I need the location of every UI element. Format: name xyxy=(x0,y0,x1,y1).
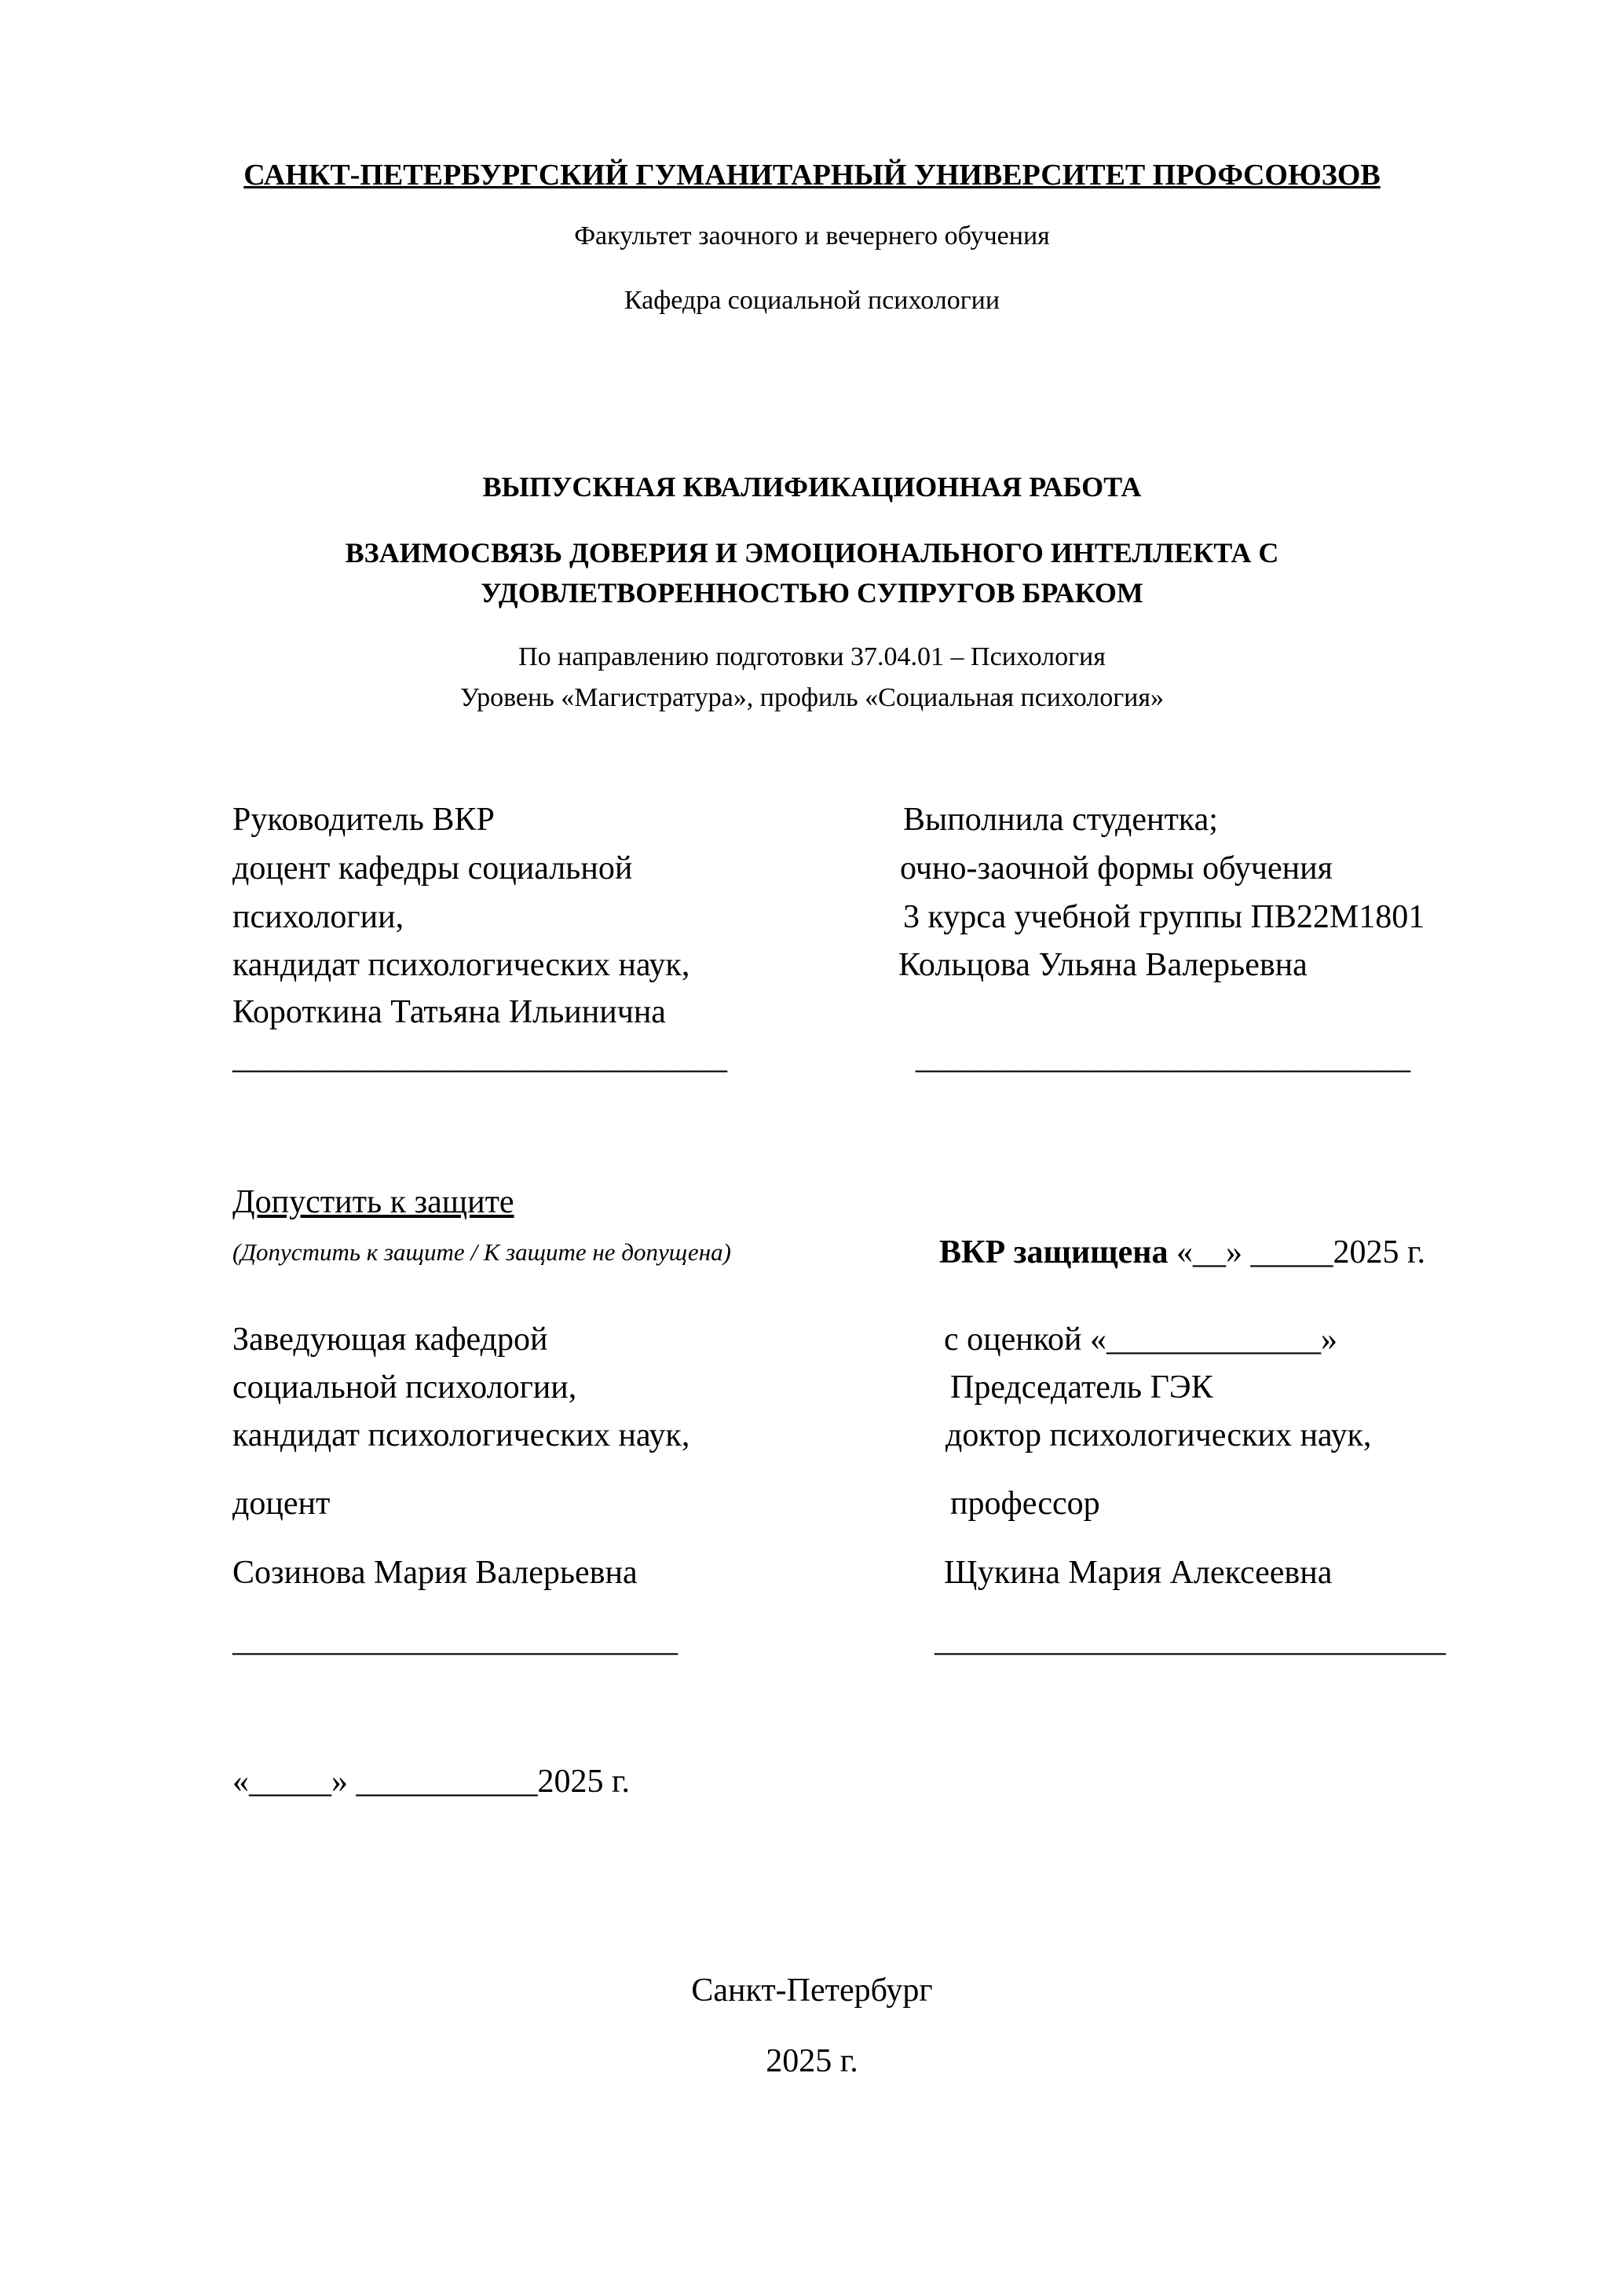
student-signature-line: ______________________________ xyxy=(916,1040,1410,1076)
supervisor-line: Руководитель ВКР xyxy=(232,802,495,838)
city: Санкт-Петербург xyxy=(691,1972,933,2009)
head-name: Созинова Мария Валерьевна xyxy=(232,1555,638,1591)
head-line: социальной психологии, xyxy=(232,1369,577,1406)
defended-line xyxy=(939,1236,1425,1269)
direction: По направлению подготовки 37.04.01 – Психология xyxy=(518,642,1106,671)
level: Уровень «Магистратура», профиль «Социальная психология» xyxy=(459,683,1164,712)
chair-line: профессор xyxy=(950,1486,1100,1522)
head-signature-line: ___________________________ xyxy=(232,1622,678,1658)
admission-hint: (Допустить к защите / К защите не допущена) xyxy=(232,1238,731,1266)
defended-date: «__» _____2025 г. xyxy=(1168,1234,1425,1270)
department-name: Кафедра социальной психологии xyxy=(624,286,1000,315)
admission-label: Допустить к защите xyxy=(232,1184,514,1220)
student-line: очно-заочной формы обучения xyxy=(900,850,1333,887)
student-line: Выполнила студентка; xyxy=(903,802,1218,838)
grade-line: с оценкой «_____________» xyxy=(944,1322,1337,1358)
work-type: ВЫПУСКНАЯ КВАЛИФИКАЦИОННАЯ РАБОТА xyxy=(482,471,1142,503)
date-line: «_____» ___________2025 г. xyxy=(232,1764,630,1800)
defended-label: ВКР защищена xyxy=(939,1234,1169,1270)
supervisor-line: доцент кафедры социальной xyxy=(232,850,633,887)
thesis-title-line1: ВЗАИМОСВЯЗЬ ДОВЕРИЯ И ЭМОЦИОНАЛЬНОГО ИНТЕЛЛЕКТА С xyxy=(345,537,1279,569)
chair-name: Щукина Мария Алексеевна xyxy=(944,1555,1333,1591)
supervisor-name: Короткина Татьяна Ильинична xyxy=(232,994,666,1030)
supervisor-signature-line: ______________________________ xyxy=(232,1040,727,1076)
supervisor-line: кандидат психологических наук, xyxy=(232,947,690,983)
thesis-title-line2: УДОВЛЕТВОРЕННОСТЬЮ СУПРУГОВ БРАКОМ xyxy=(481,577,1143,609)
student-line: 3 курса учебной группы ПВ22М1801 xyxy=(903,899,1425,935)
head-line: доцент xyxy=(232,1486,331,1522)
university-name: САНКТ-ПЕТЕРБУРГСКИЙ ГУМАНИТАРНЫЙ УНИВЕРСИТЕТ ПРОФСОЮЗОВ xyxy=(243,159,1381,192)
head-line: кандидат психологических наук, xyxy=(232,1417,690,1453)
supervisor-line: психологии, xyxy=(232,899,404,935)
student-name: Кольцова Ульяна Валерьевна xyxy=(898,947,1308,983)
chair-line: Председатель ГЭК xyxy=(950,1369,1213,1406)
year: 2025 г. xyxy=(766,2043,858,2079)
faculty-name: Факультет заочного и вечернего обучения xyxy=(574,221,1050,250)
chair-signature-line: _______________________________ xyxy=(935,1622,1446,1658)
chair-line: доктор психологических наук, xyxy=(946,1417,1372,1453)
head-line: Заведующая кафедрой xyxy=(232,1322,548,1358)
